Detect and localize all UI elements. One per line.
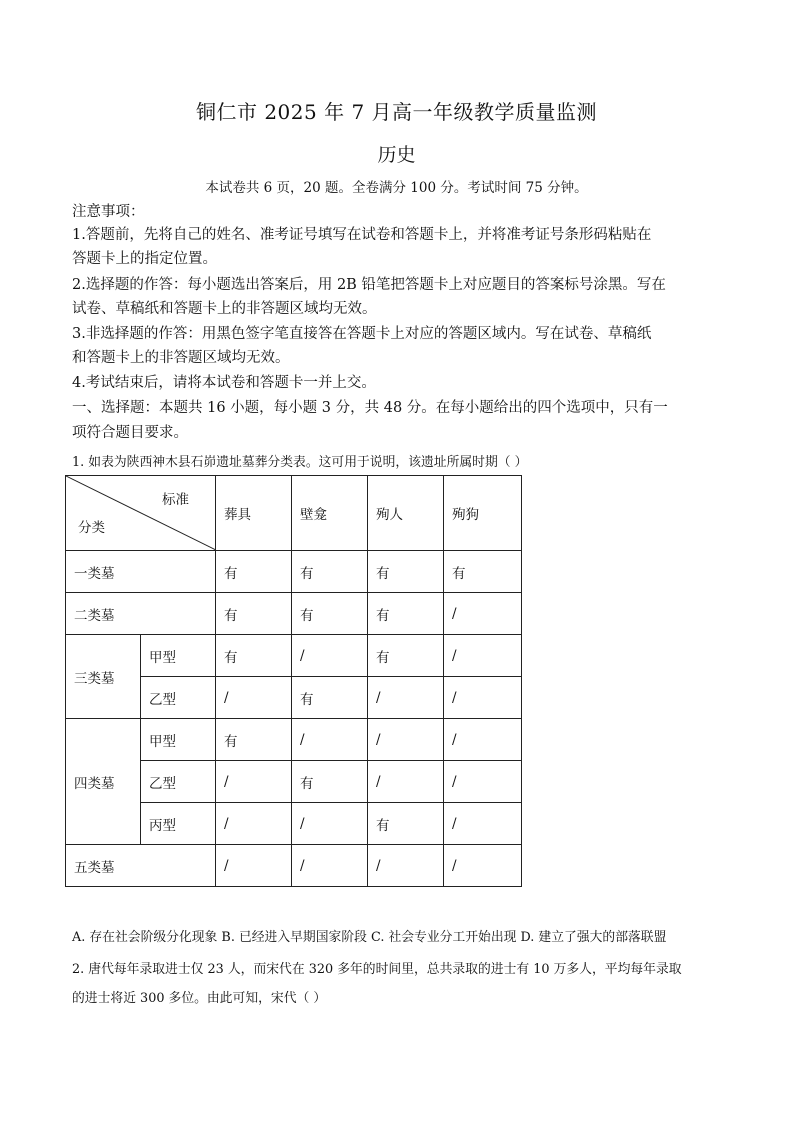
- section-heading: 一、选择题：本题共 16 小题，每小题 3 分，共 48 分。在每小题给出的四个选项中，只有一: [72, 400, 668, 416]
- table-cell: 有: [292, 761, 368, 803]
- corner-label-standard: 标准: [162, 492, 189, 508]
- exam-meta: 本试卷共 6 页，20 题。全卷满分 100 分。考试时间 75 分钟。: [205, 180, 588, 196]
- tomb-classification-table: [65, 475, 522, 887]
- table-cell: /: [292, 719, 368, 761]
- table-cell: /: [216, 803, 292, 845]
- table-cell: 有: [216, 719, 292, 761]
- table-cell: /: [444, 635, 522, 677]
- table-cell: /: [368, 719, 444, 761]
- table-cell: /: [444, 803, 522, 845]
- table-cell: /: [216, 677, 292, 719]
- table-row: [66, 719, 522, 761]
- table-cell: 有: [444, 551, 522, 593]
- row-subtype: 甲型: [141, 635, 216, 677]
- column-header: 殉人: [368, 476, 444, 551]
- table-cell: /: [292, 845, 368, 887]
- row-label: 二类墓: [66, 593, 216, 635]
- table-cell: 有: [216, 551, 292, 593]
- table-cell: /: [444, 719, 522, 761]
- notice-line: 试卷、草稿纸和答题卡上的非答题区域均无效。: [72, 301, 377, 317]
- table-cell: /: [368, 677, 444, 719]
- table-cell: 有: [368, 635, 444, 677]
- row-group-label: 三类墓: [66, 635, 141, 719]
- row-label: 一类墓: [66, 551, 216, 593]
- row-subtype: 丙型: [141, 803, 216, 845]
- table-cell: 有: [368, 593, 444, 635]
- notice-heading: 注意事项：: [72, 204, 145, 220]
- table-row: [66, 593, 522, 635]
- column-header: 殉狗: [444, 476, 522, 551]
- question-2-stem: 2. 唐代每年录取进士仅 23 人，而宋代在 320 多年的时间里，总共录取的进士有 10 万多人，平均每年录取: [72, 962, 682, 977]
- row-subtype: 甲型: [141, 719, 216, 761]
- table-row: [66, 635, 522, 677]
- question-1-stem: 1. 如表为陕西神木县石峁遗址墓葬分类表。这可用于说明，该遗址所属时期（ ）: [72, 455, 528, 470]
- table-cell: /: [292, 635, 368, 677]
- section-heading-cont: 项符合题目要求。: [72, 425, 188, 441]
- table-cell: 有: [368, 803, 444, 845]
- table-cell: /: [368, 761, 444, 803]
- table-cell: /: [292, 803, 368, 845]
- notice-line: 1.答题前，先将自己的姓名、准考证号填写在试卷和答题卡上，并将准考证号条形码粘贴在: [72, 227, 652, 243]
- table-cell: /: [444, 677, 522, 719]
- notice-line: 答题卡上的指定位置。: [72, 251, 217, 267]
- notice-line: 4.考试结束后，请将本试卷和答题卡一并上交。: [72, 375, 376, 391]
- notice-line: 3.非选择题的作答：用黑色签字笔直接答在答题卡上对应的答题区域内。写在试卷、草稿纸: [72, 326, 652, 342]
- corner-label-category: 分类: [78, 520, 105, 536]
- table-cell: /: [216, 761, 292, 803]
- table-cell: 有: [368, 551, 444, 593]
- table-corner-cell: [66, 476, 216, 551]
- row-group-label: 四类墓: [66, 719, 141, 845]
- question-2-stem-cont: 的进士将近 300 多位。由此可知，宋代（ ）: [72, 991, 327, 1006]
- notice-line: 和答题卡上的非答题区域均无效。: [72, 350, 290, 366]
- column-header: 葬具: [216, 476, 292, 551]
- row-subtype: 乙型: [141, 677, 216, 719]
- exam-title: 铜仁市 2025 年 7 月高一年级教学质量监测: [195, 100, 598, 124]
- table-cell: /: [444, 761, 522, 803]
- question-1-options: A. 存在社会阶级分化现象 B. 已经进入早期国家阶段 C. 社会专业分工开始出现 D. 建立了强大的部落联盟: [72, 930, 667, 945]
- table-cell: 有: [216, 593, 292, 635]
- diagonal-line: [66, 476, 216, 550]
- row-subtype: 乙型: [141, 761, 216, 803]
- table-cell: /: [216, 845, 292, 887]
- table-row: [66, 551, 522, 593]
- table-cell: 有: [292, 551, 368, 593]
- row-label: 五类墓: [66, 845, 216, 887]
- subject-title: 历史: [377, 144, 416, 166]
- table-cell: 有: [216, 635, 292, 677]
- column-header: 壁龛: [292, 476, 368, 551]
- table-cell: 有: [292, 677, 368, 719]
- table-cell: /: [444, 593, 522, 635]
- notice-line: 2.选择题的作答：每小题选出答案后，用 2B 铅笔把答题卡上对应题目的答案标号涂黑。写在: [72, 277, 666, 293]
- table-cell: /: [368, 845, 444, 887]
- table-cell: /: [444, 845, 522, 887]
- table-row: [66, 845, 522, 887]
- table-cell: 有: [292, 593, 368, 635]
